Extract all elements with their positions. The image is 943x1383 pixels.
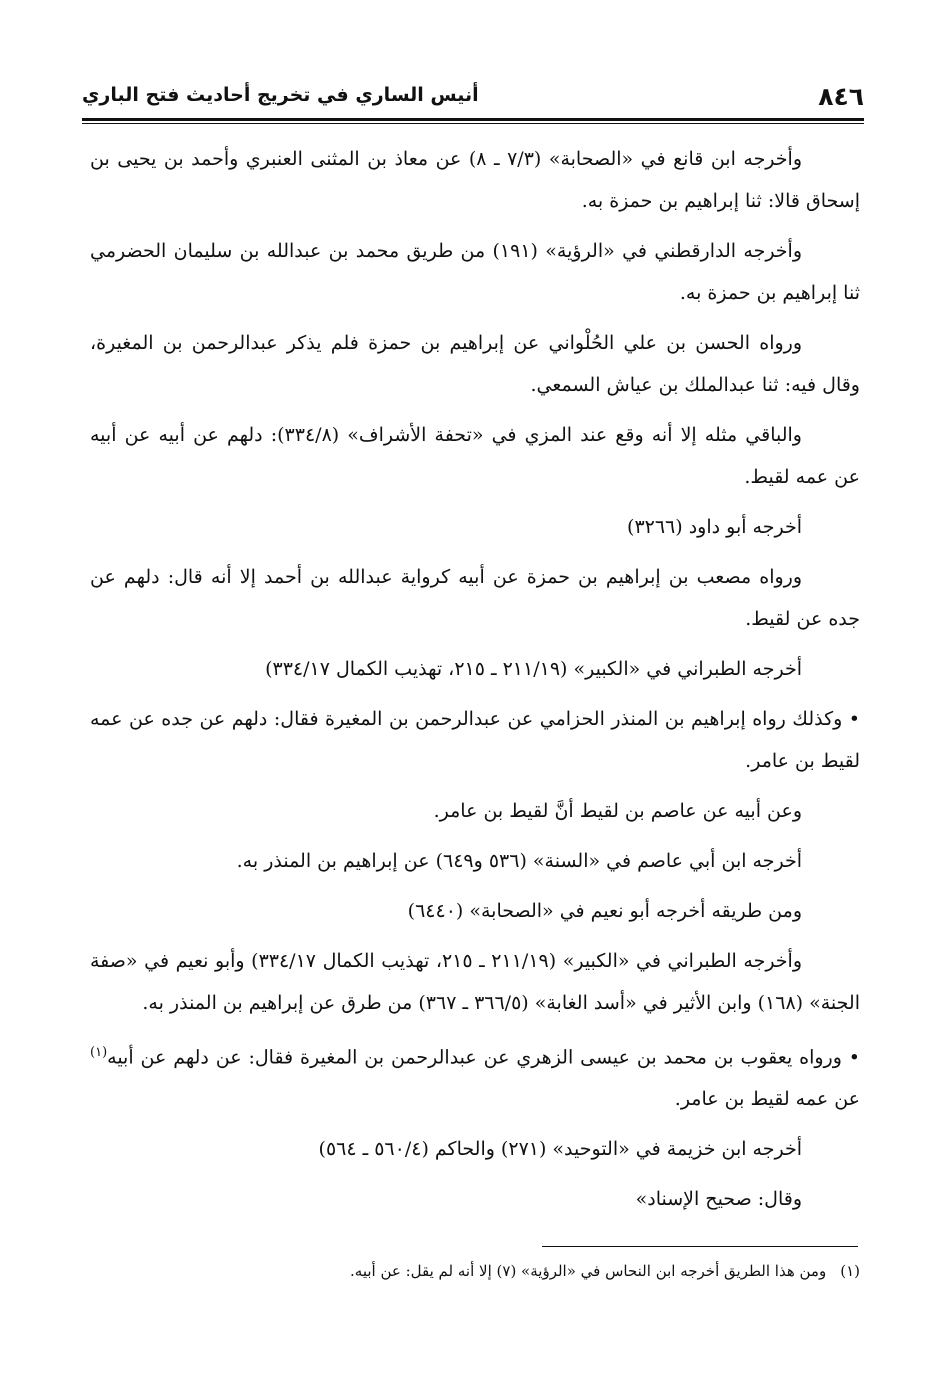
header-rule-thin	[82, 123, 864, 124]
paragraph: وقال: صحيح الإسناد»	[635, 1188, 802, 1211]
header-rule	[82, 118, 864, 121]
running-title: أنيس الساري في تخريج أحاديث فتح الباري	[82, 84, 479, 106]
paragraph: أخرجه ابن أبي عاصم في «السنة» (٥٣٦ و٦٤٩) عن إبراهيم بن المنذر به.	[236, 850, 802, 872]
paragraph: ورواه مصعب بن إبراهيم بن حمزة عن أبيه كرواية عبدالله بن أحمد إلا أنه قال: دلهم عن جده عن لقيط.	[90, 566, 860, 630]
paragraph-text-tail: عن عمه لقيط بن عامر.	[674, 1088, 860, 1111]
paragraph: ومن طريقه أخرجه أبو نعيم في «الصحابة» (٦٤٤٠)	[407, 900, 802, 922]
page-number: ٨٤٦	[818, 82, 864, 111]
paragraph: وأخرجه الطبراني في «الكبير» (٢١١/١٩ ـ ٢١٥، تهذيب الكمال ٣٣٤/١٧) وأبو نعيم في «صفة الجنة» (١٦٨) وابن الأثير في «أسد الغابة» (٣٦٦/٥ ـ ٣٦٧) من طرق عن إبراهيم بن المنذر به.	[90, 950, 860, 1014]
bullet-paragraph-with-footnote	[90, 1032, 860, 1120]
paragraph: والباقي مثله إلا أنه وقع عند المزي في «تحفة الأشراف» (٣٣٤/٨): دلهم عن أبيه عن أبيه عن عمه لقيط.	[90, 424, 860, 488]
footnote-reference[interactable]: (١)	[90, 1045, 108, 1060]
paragraph: أخرجه أبو داود (٣٢٦٦)	[627, 516, 802, 538]
footnote-number: (١)	[840, 1262, 860, 1280]
paragraph: ورواه الحسن بن علي الحُلْواني عن إبراهيم بن حمزة فلم يذكر عبدالرحمن بن المغيرة، وقال فيه: ثنا عبدالملك بن عياش السمعي.	[90, 332, 860, 396]
body-text	[90, 138, 860, 1228]
footnote-separator	[542, 1246, 858, 1247]
paragraph: وأخرجه ابن قانع في «الصحابة» (٧/٣ ـ ٨) عن معاذ بن المثنى العنبري وأحمد بن يحيى بن إسحاق قالا: ثنا إبراهيم بن حمزة به.	[90, 148, 860, 212]
paragraph: وأخرجه الدارقطني في «الرؤية» (١٩١) من طريق محمد بن عبدالله بن سليمان الحضرمي ثنا إبراهيم بن حمزة به.	[90, 240, 860, 304]
page-header	[82, 78, 864, 118]
footnote-text: ومن هذا الطريق أخرجه ابن النحاس في «الرؤية» (٧) إلا أنه لم يقل: عن أبيه.	[350, 1262, 827, 1280]
bullet-paragraph: • وكذلك رواه إبراهيم بن المنذر الحزامي عن عبدالرحمن بن المغيرة فقال: دلهم عن جده عن عمه لقيط بن عامر.	[90, 708, 860, 772]
paragraph: وعن أبيه عن عاصم بن لقيط أنَّ لقيط بن عامر.	[433, 800, 802, 822]
paragraph: أخرجه ابن خزيمة في «التوحيد» (٢٧١) والحاكم (٥٦٠/٤ ـ ٥٦٤)	[318, 1138, 802, 1161]
paragraph: أخرجه الطبراني في «الكبير» (٢١١/١٩ ـ ٢١٥، تهذيب الكمال ٣٣٤/١٧)	[265, 658, 802, 680]
paragraph-text: • ورواه يعقوب بن محمد بن عيسى الزهري عن عبدالرحمن بن المغيرة فقال: عن دلهم عن أبيه	[107, 1046, 860, 1069]
footnote	[90, 1258, 860, 1284]
